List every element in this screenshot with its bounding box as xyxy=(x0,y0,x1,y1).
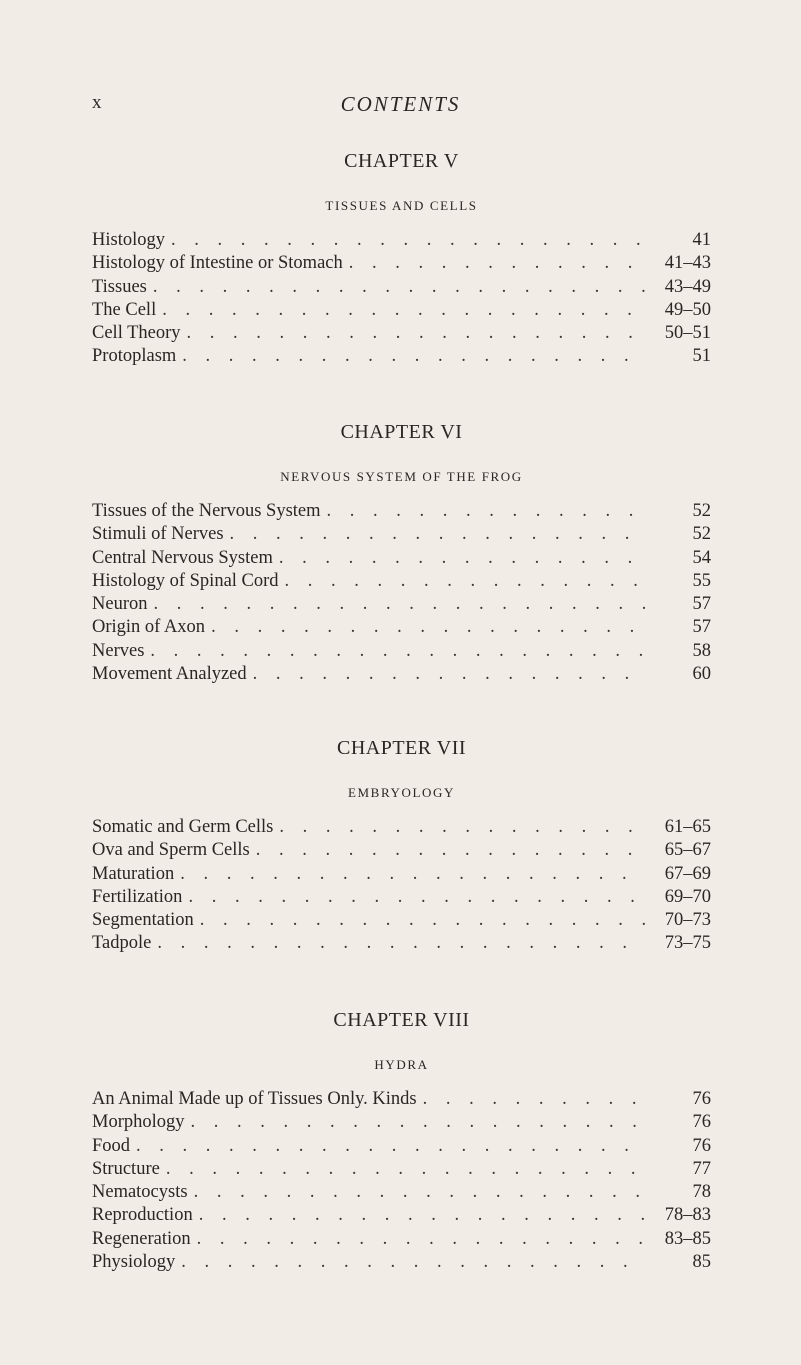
toc-entry-label: Regeneration xyxy=(92,1228,191,1249)
dot-leader xyxy=(349,252,645,275)
chapter-title: CHAPTER VII xyxy=(336,737,467,759)
toc-entry-label: Nerves xyxy=(92,640,145,661)
toc-entry-label: Neuron xyxy=(92,594,148,615)
toc-entry-label: Central Nervous System xyxy=(92,547,273,568)
toc-entry-page: 77 xyxy=(692,1158,711,1179)
toc-entry-page: 41–43 xyxy=(664,253,711,274)
dot-leader xyxy=(279,547,645,570)
toc-entry xyxy=(92,616,711,639)
toc-entry-page: 78–83 xyxy=(664,1205,711,1226)
toc-entry-label: Stimuli of Nerves xyxy=(92,524,224,545)
toc-entry xyxy=(92,500,711,523)
toc-entry-label: Histology of Intestine or Stomach xyxy=(92,253,343,274)
toc-entries xyxy=(92,1088,711,1274)
toc-entry-page: 76 xyxy=(692,1089,711,1109)
toc-entry-label: Protoplasm xyxy=(92,346,177,367)
toc-entry-label: The Cell xyxy=(92,299,157,320)
toc-entry-page: 65–67 xyxy=(664,840,711,861)
dot-leader xyxy=(188,886,645,909)
toc-entry-page: 73–75 xyxy=(664,933,711,954)
chapter-subtitle: TISSUES AND CELLS xyxy=(325,198,478,213)
chapter-5 xyxy=(92,147,711,369)
toc-entry-label: Segmentation xyxy=(92,910,194,931)
dot-leader xyxy=(423,1088,645,1111)
toc-entry-page: 55 xyxy=(692,570,711,591)
dot-leader xyxy=(191,1111,646,1134)
toc-entry-page: 78 xyxy=(692,1182,711,1203)
toc-entry-label: An Animal Made up of Tissues Only. Kinds xyxy=(92,1089,417,1109)
toc-entry xyxy=(92,1251,711,1274)
toc-entry-page: 76 xyxy=(692,1112,711,1133)
dot-leader xyxy=(180,863,645,886)
toc-entry-label: Fertilization xyxy=(92,886,183,907)
dot-leader xyxy=(157,932,645,955)
toc-entry xyxy=(92,863,711,886)
chapter-title: CHAPTER VIII xyxy=(333,1009,470,1031)
dot-leader xyxy=(256,839,645,862)
dot-leader xyxy=(187,322,645,345)
toc-entry-label: Origin of Axon xyxy=(92,617,206,638)
toc-entry xyxy=(92,839,711,862)
toc-entry-label: Tissues xyxy=(92,276,147,297)
toc-entry xyxy=(92,663,711,686)
dot-leader xyxy=(285,570,645,593)
toc-entry-label: Histology of Spinal Cord xyxy=(92,570,279,591)
toc-entry xyxy=(92,816,711,839)
toc-entry xyxy=(92,252,711,275)
toc-entry xyxy=(92,547,711,570)
toc-entry-page: 69–70 xyxy=(664,886,711,907)
dot-leader xyxy=(171,229,645,252)
toc-entry-label: Reproduction xyxy=(92,1205,193,1226)
dot-leader xyxy=(162,299,645,322)
dot-leader xyxy=(279,816,645,839)
chapter-subtitle: EMBRYOLOGY xyxy=(347,785,455,800)
running-head: CONTENTS xyxy=(340,92,461,116)
toc-entry xyxy=(92,1228,711,1251)
dot-leader xyxy=(194,1181,645,1204)
dot-leader xyxy=(211,616,645,639)
toc-entry-label: Food xyxy=(92,1135,131,1156)
toc-entry xyxy=(92,909,711,932)
page-header xyxy=(0,92,801,122)
dot-leader xyxy=(199,1204,645,1227)
toc-entry-page: 52 xyxy=(692,501,711,521)
toc-entry xyxy=(92,932,711,955)
toc-entry-page: 51 xyxy=(692,346,711,367)
chapter-subtitle: NERVOUS SYSTEM OF THE FROG xyxy=(280,469,523,484)
toc-entry-label: Tissues of the Nervous System xyxy=(92,501,321,521)
toc-entry xyxy=(92,593,711,616)
toc-entry-page: 85 xyxy=(692,1252,711,1273)
toc-entry xyxy=(92,1158,711,1181)
toc-entry xyxy=(92,570,711,593)
dot-leader xyxy=(327,500,645,523)
dot-leader xyxy=(136,1135,645,1158)
dot-leader xyxy=(153,276,645,299)
chapter-title: CHAPTER V xyxy=(344,150,459,172)
toc-entry xyxy=(92,1181,711,1204)
chapter-subtitle: HYDRA xyxy=(374,1057,429,1072)
dot-leader xyxy=(153,593,645,616)
dot-leader xyxy=(182,345,645,368)
toc-entry-page: 76 xyxy=(692,1135,711,1156)
toc-entry-label: Morphology xyxy=(92,1112,185,1133)
toc-entry-page: 70–73 xyxy=(664,910,711,931)
toc-entries xyxy=(92,229,711,369)
toc-entry-page: 57 xyxy=(692,617,711,638)
toc-entry-page: 83–85 xyxy=(664,1228,711,1249)
toc-entry-page: 58 xyxy=(692,640,711,661)
toc-entry-label: Ova and Sperm Cells xyxy=(92,840,250,861)
toc-entry xyxy=(92,345,711,368)
chapter-7 xyxy=(92,734,711,956)
toc-entry-page: 61–65 xyxy=(664,817,711,837)
dot-leader xyxy=(230,523,645,546)
toc-entry-label: Histology xyxy=(92,230,165,250)
page-number: x xyxy=(92,92,103,113)
toc-entry xyxy=(92,1135,711,1158)
toc-entry-page: 57 xyxy=(692,594,711,615)
toc-entry xyxy=(92,276,711,299)
toc-entry-page: 43–49 xyxy=(664,276,711,297)
toc-entry-page: 50–51 xyxy=(664,323,711,344)
toc-entry xyxy=(92,1204,711,1227)
dot-leader xyxy=(181,1251,645,1274)
toc-entry xyxy=(92,229,711,252)
toc-entry xyxy=(92,523,711,546)
toc-entry-label: Somatic and Germ Cells xyxy=(92,817,274,837)
chapter-title: CHAPTER VI xyxy=(340,421,463,443)
chapter-6 xyxy=(92,418,711,686)
toc-entry-label: Maturation xyxy=(92,863,175,884)
dot-leader xyxy=(253,663,645,686)
toc-entry xyxy=(92,322,711,345)
toc-entry-page: 60 xyxy=(692,664,711,685)
toc-entries xyxy=(92,500,711,686)
dot-leader xyxy=(166,1158,645,1181)
toc-entry-page: 67–69 xyxy=(664,863,711,884)
toc-entry-page: 49–50 xyxy=(664,299,711,320)
toc-entry xyxy=(92,1111,711,1134)
toc-entry xyxy=(92,886,711,909)
dot-leader xyxy=(200,909,645,932)
toc-entry-page: 52 xyxy=(692,524,711,545)
toc-entry-label: Cell Theory xyxy=(92,323,181,344)
toc-entry xyxy=(92,299,711,322)
toc-entries xyxy=(92,816,711,956)
chapter-8 xyxy=(92,1006,711,1274)
toc-entry-label: Movement Analyzed xyxy=(92,664,247,685)
toc-entry-label: Nematocysts xyxy=(92,1182,188,1203)
toc-entry-label: Tadpole xyxy=(92,933,152,954)
dot-leader xyxy=(197,1228,645,1251)
toc-entry-label: Physiology xyxy=(92,1252,176,1273)
toc-entry-page: 41 xyxy=(692,230,711,250)
toc-entry-label: Structure xyxy=(92,1158,160,1179)
dot-leader xyxy=(150,640,645,663)
toc-entry-page: 54 xyxy=(692,547,711,568)
toc-entry xyxy=(92,1088,711,1111)
toc-entry xyxy=(92,640,711,663)
